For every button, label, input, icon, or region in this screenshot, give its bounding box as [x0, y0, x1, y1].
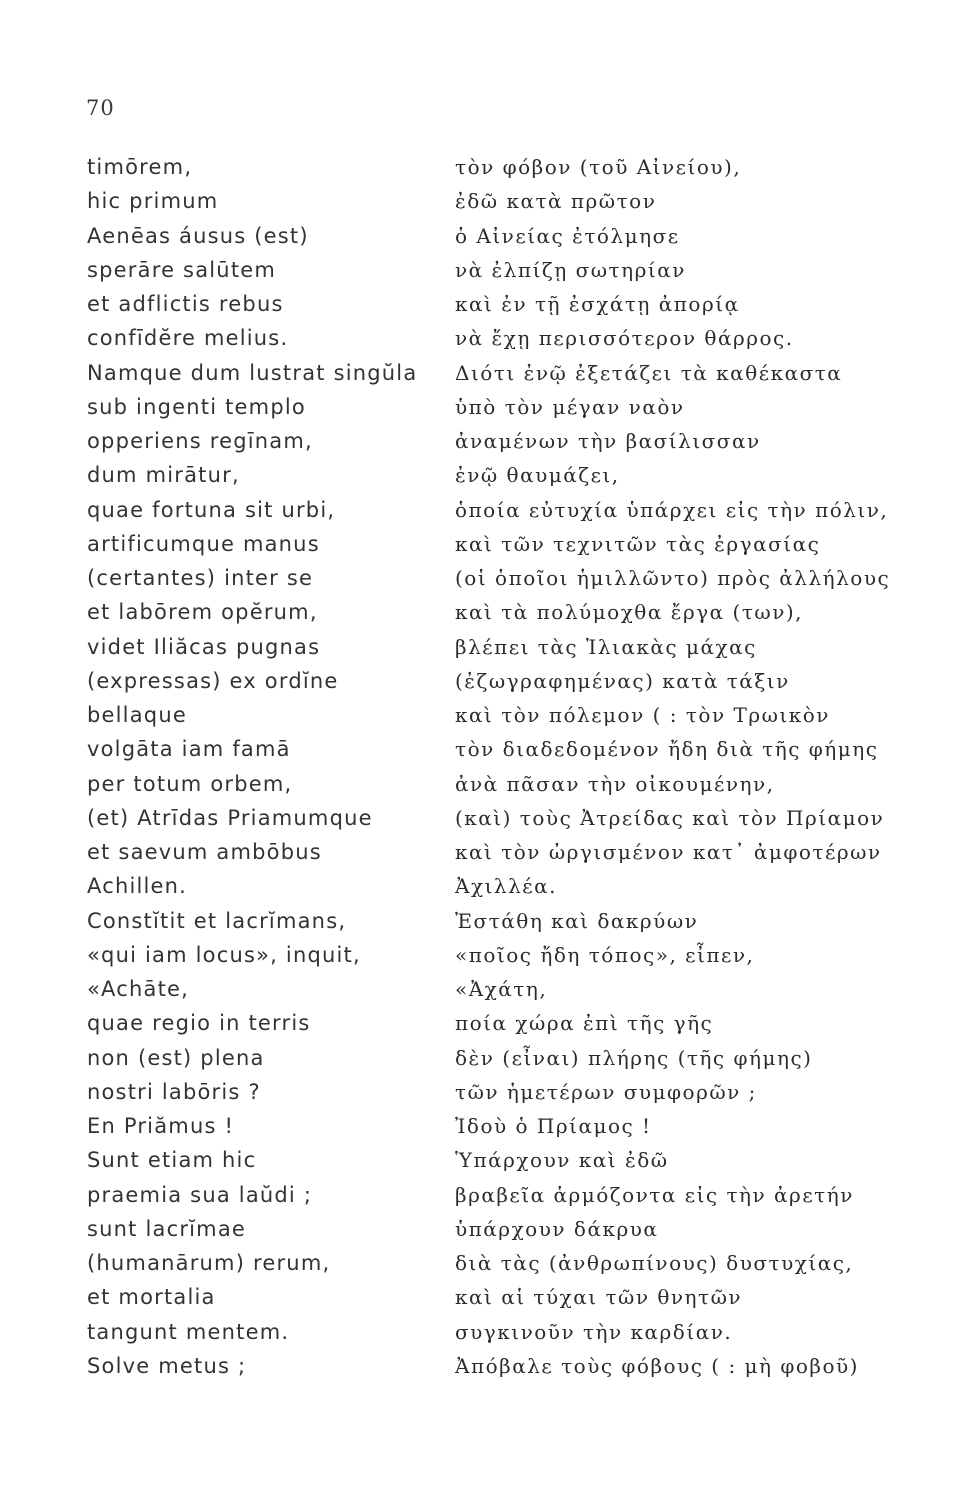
- latin-line: bellaque: [87, 703, 187, 727]
- latin-line: tangunt mentem.: [87, 1319, 290, 1344]
- latin-line: et labōrem opĕrum,: [87, 600, 318, 625]
- greek-line: διὰ τὰς (ἀνθρωπίνους) δυστυχίας,: [455, 1251, 854, 1275]
- latin-line: et saevum ambōbus: [87, 840, 322, 864]
- greek-line: Ἰδοὺ ὁ Πρίαμος !: [455, 1114, 652, 1138]
- greek-line: «Ἀχάτη,: [455, 977, 548, 1001]
- greek-line: καὶ αἱ τύχαι τῶν θνητῶν: [455, 1285, 743, 1310]
- page-number: 70: [86, 96, 115, 120]
- greek-line: τῶν ἡμετέρων συμφορῶν ;: [455, 1079, 757, 1104]
- greek-line: δὲν (εἶναι) πλήρης (τῆς φήμης): [455, 1045, 813, 1070]
- greek-line: βραβεῖα ἁρμόζοντα εἰς τὴν ἀρετήν: [455, 1182, 854, 1207]
- latin-line: Constĭtit et lacrĭmans,: [87, 908, 347, 933]
- greek-line: βλέπει τὰς Ἰλιακὰς μάχας: [455, 634, 757, 659]
- greek-line: νὰ ἐλπίζῃ σωτηρίαν: [455, 257, 686, 282]
- greek-line: ἀναμένων τὴν βασίλισσαν: [455, 429, 761, 453]
- latin-line: non (est) plena: [87, 1045, 265, 1070]
- greek-line: ἐδῶ κατὰ πρῶτον: [455, 189, 657, 214]
- latin-line: Namque dum lustrat singŭla: [87, 360, 418, 385]
- greek-line: ὁ Αἰνείας ἐτόλμησε: [455, 223, 680, 248]
- latin-line: volgāta iam famā: [87, 737, 291, 762]
- greek-line: καὶ τὸν πόλεμον ( : τὸν Τρωικὸν: [455, 703, 830, 727]
- greek-line: (οἱ ὁποῖοι ἡμιλλῶντο) πρὸς ἀλλήλους: [455, 566, 891, 590]
- latin-line: Aenēas áusus (est): [87, 223, 309, 248]
- latin-line: sperāre salūtem: [87, 257, 277, 282]
- latin-line: En Priămus !: [87, 1114, 235, 1138]
- latin-line: (certantes) inter se: [87, 566, 314, 590]
- latin-line: quae fortuna sit urbi,: [87, 497, 336, 522]
- latin-line: opperiens regīnam,: [87, 429, 313, 453]
- greek-line: συγκινοῦν τὴν καρδίαν.: [455, 1319, 733, 1344]
- latin-line: quae regio in terris: [87, 1011, 311, 1036]
- latin-line: et adflictis rebus: [87, 292, 284, 316]
- latin-line: (et) Atrīdas Priamumque: [87, 805, 373, 830]
- latin-line: dum mirātur,: [87, 463, 240, 488]
- latin-line: (expressas) ex ordĭne: [87, 668, 339, 693]
- latin-line: confīdĕre melius.: [87, 326, 289, 351]
- greek-line: (καὶ) τοὺς Ἀτρείδας καὶ τὸν Πρίαμον: [455, 805, 885, 830]
- greek-line: «ποῖος ἤδη τόπος», εἶπεν,: [455, 942, 755, 967]
- greek-line: ποία χώρα ἐπὶ τῆς γῆς: [455, 1011, 714, 1036]
- latin-line: (humanārum) rerum,: [87, 1251, 331, 1275]
- latin-line: videt Iliăcas pugnas: [87, 634, 321, 659]
- latin-line: Sunt etiam hic: [87, 1148, 257, 1173]
- greek-line: ἐνῷ θαυμάζει,: [455, 463, 620, 488]
- greek-line: ἀνὰ πᾶσαν τὴν οἰκουμένην,: [455, 771, 775, 796]
- latin-line: praemia sua laŭdi ;: [87, 1182, 313, 1207]
- latin-line: Solve metus ;: [87, 1353, 247, 1378]
- latin-line: artificumque manus: [87, 531, 320, 556]
- latin-line: sunt lacrĭmae: [87, 1216, 247, 1241]
- latin-line: «Achāte,: [87, 977, 189, 1001]
- greek-line: ὑπάρχουν δάκρυα: [455, 1216, 659, 1241]
- latin-column: [87, 150, 447, 1383]
- greek-line: καὶ τὸν ὠργισμένον κατ᾽ ἀμφοτέρων: [455, 840, 882, 864]
- greek-column: [455, 150, 925, 1383]
- greek-line: τὸν φόβον (τοῦ Αἰνείου),: [455, 155, 742, 179]
- latin-line: hic primum: [87, 189, 219, 214]
- greek-line: τὸν διαδεδομένον ἤδη διὰ τῆς φήμης: [455, 737, 879, 762]
- greek-line: καὶ τὰ πολύμοχθα ἔργα (των),: [455, 600, 804, 625]
- latin-line: per totum orbem,: [87, 771, 293, 796]
- greek-line: νὰ ἔχῃ περισσότερον θάρρος.: [455, 326, 794, 351]
- greek-line: Ἐστάθη καὶ δακρύων: [455, 908, 699, 933]
- latin-line: sub ingenti templo: [87, 394, 306, 419]
- greek-line: Διότι ἐνῷ ἐξετάζει τὰ καθέκαστα: [455, 360, 843, 385]
- latin-line: Achillen.: [87, 874, 188, 899]
- latin-line: timōrem,: [87, 155, 193, 179]
- greek-line: Ἀχιλλέα.: [455, 874, 557, 899]
- latin-line: et mortalia: [87, 1285, 216, 1310]
- greek-line: (ἐζωγραφημένας) κατὰ τάξιν: [455, 668, 790, 693]
- greek-line: Ὑπάρχουν καὶ ἐδῶ: [455, 1148, 669, 1173]
- greek-line: καὶ τῶν τεχνιτῶν τὰς ἐργασίας: [455, 531, 821, 556]
- latin-line: nostri labōris ?: [87, 1079, 261, 1104]
- greek-line: καὶ ἐν τῇ ἐσχάτῃ ἀπορίᾳ: [455, 292, 740, 316]
- greek-line: Ἀπόβαλε τοὺς φόβους ( : μὴ φοβοῦ): [455, 1353, 859, 1378]
- greek-line: ὑπὸ τὸν μέγαν ναὸν: [455, 394, 685, 419]
- greek-line: ὁποία εὐτυχία ὑπάρχει εἰς τὴν πόλιν,: [455, 497, 889, 522]
- latin-line: «qui iam locus», inquit,: [87, 942, 361, 967]
